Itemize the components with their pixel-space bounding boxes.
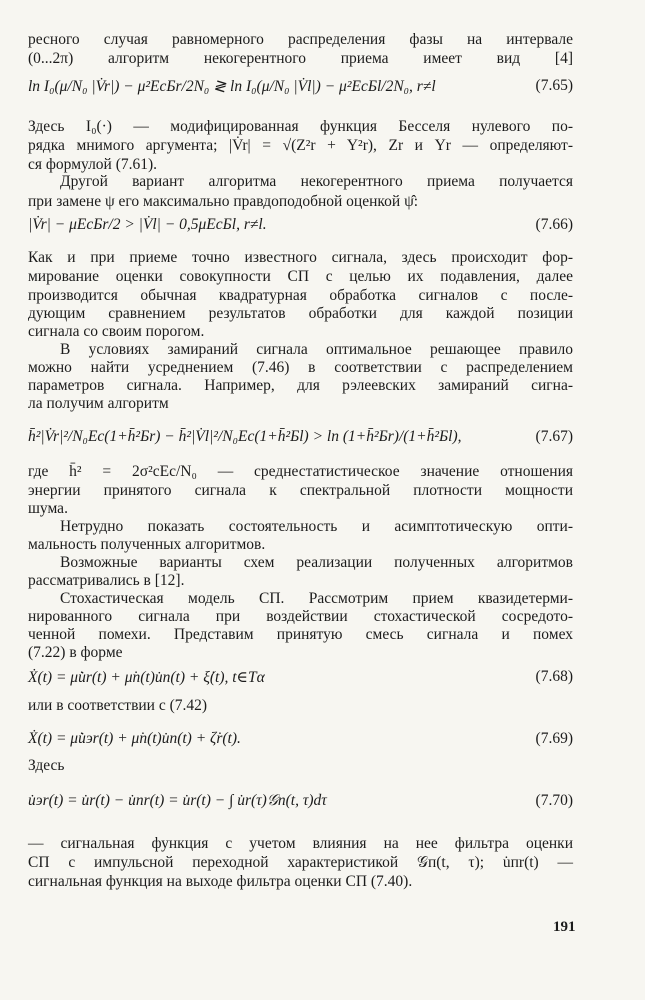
text-line: энергии принятого сигнала к спектральной плотности мощности — [28, 482, 573, 499]
text-line: Здесь — [28, 757, 65, 774]
text-line: при замене ψ его максимально правдоподобной оценкой ψ̂: — [28, 193, 419, 210]
equation-7-69 — [28, 724, 573, 754]
text-line: Другой вариант алгоритма некогерентного приема получается — [60, 173, 573, 190]
text-line: рассматривались в [12]. — [28, 572, 185, 589]
text-line: — сигнальная функция с учетом влияния на нее фильтра оценки — [28, 835, 573, 852]
text-line: В условиях замираний сигнала оптимальное решающее правило — [60, 341, 573, 358]
equation-7-65 — [28, 71, 573, 101]
equation-7-66 — [28, 210, 573, 240]
text-line: Как и при приеме точно известного сигнала, здесь происходит фор- — [28, 249, 573, 266]
equation-body: u̇эr(t) = u̇r(t) − u̇пr(t) = u̇r(t) − ∫ u̇r(τ)𝒢п(t, τ)dτ — [28, 792, 327, 809]
text-line: сигнальная функция на выходе фильтра оценки СП (7.40). — [28, 873, 413, 890]
text-line: где h̄² = 2σ²cEc/N₀ — среднестатистическое значение отношения — [28, 463, 573, 480]
equation-number: (7.69) — [535, 730, 573, 747]
text-line: дующим сравнением результатов обработки для каждой позиции — [28, 305, 573, 322]
text-line: ресного случая равномерного распределения фазы на интервале — [28, 31, 573, 48]
equation-number: (7.67) — [535, 428, 573, 445]
equation-7-67 — [28, 422, 573, 452]
equation-number: (7.70) — [535, 792, 573, 809]
text-line: ла получим алгоритм — [28, 395, 169, 412]
text-line: сигнала со своим порогом. — [28, 323, 205, 340]
text-line: (0...2π) алгоритм некогерентного приема имеет вид [4] — [28, 50, 573, 67]
equation-body: ln I₀(μ/N₀ |V̇r|) − μ²EcБr/2N₀ ≷ ln I₀(μ/N₀ |V̇l|) − μ²EcБl/2N₀, r≠l — [28, 78, 436, 95]
equation-body: |V̇r| − μEcБr/2 > |V̇l| − 0,5μEcБl, r≠l. — [28, 216, 267, 233]
text-line: нированного сигнала при воздействии стохастической сосредото- — [28, 608, 573, 625]
text-line: или в соответствии с (7.42) — [28, 697, 208, 714]
text-line: Здесь I₀(·) — модифицированная функция Бесселя нулевого по- — [28, 118, 573, 135]
text-line: ченной помехи. Представим принятую смесь сигнала и помех — [28, 626, 573, 643]
equation-number: (7.68) — [535, 668, 573, 685]
text-line: ся формулой (7.61). — [28, 156, 158, 173]
equation-number: (7.66) — [535, 216, 573, 233]
text-line: шума. — [28, 500, 68, 517]
equation-number: (7.65) — [535, 77, 573, 94]
text-line: мальность полученных алгоритмов. — [28, 536, 266, 553]
equation-body: h̄²|V̇r|²/N₀Ec(1+h̄²Бr) − h̄²|V̇l|²/N₀Ec(1+h̄²Бl) > ln (1+h̄²Бr)/(1+h̄²Бl), — [28, 428, 462, 445]
text-line: Стохастическая модель СП. Рассмотрим прием квазидетерми- — [60, 590, 573, 607]
text-line: рядка мнимого аргумента; |V̇r| = √(Z²r + Y²r), Zr и Yr — определяют- — [28, 137, 573, 154]
equation-7-68 — [28, 662, 573, 692]
text-line: параметров сигнала. Например, для рэлеевских замираний сигна- — [28, 377, 573, 394]
page-number: 191 — [553, 919, 576, 935]
equation-body: Ẋ(t) = μ̇u̇r(t) + μ̇п(t)u̇п(t) + ξ̇(t), t∈Tα — [28, 669, 265, 686]
text-line: Возможные варианты схем реализации полученных алгоритмов — [60, 554, 573, 571]
text-line: Нетрудно показать состоятельность и асимптотическую опти- — [60, 518, 573, 535]
text-line: (7.22) в форме — [28, 644, 123, 661]
equation-7-70 — [28, 786, 573, 816]
text-line: производится обычная квадратурная обработка сигналов с после- — [28, 287, 573, 304]
equation-body: Ẋ(t) = μ̇u̇эr(t) + μ̇п(t)u̇п(t) + ζ̇r(t). — [28, 730, 241, 747]
text-line: можно найти усреднением (7.46) в соответствии с распределением — [28, 359, 573, 376]
text-line: мирование оценки совокупности СП с целью их подавления, далее — [28, 268, 573, 285]
text-line: СП с импульсной переходной характеристикой 𝒢п(t, τ); u̇пr(t) — — [28, 854, 573, 871]
